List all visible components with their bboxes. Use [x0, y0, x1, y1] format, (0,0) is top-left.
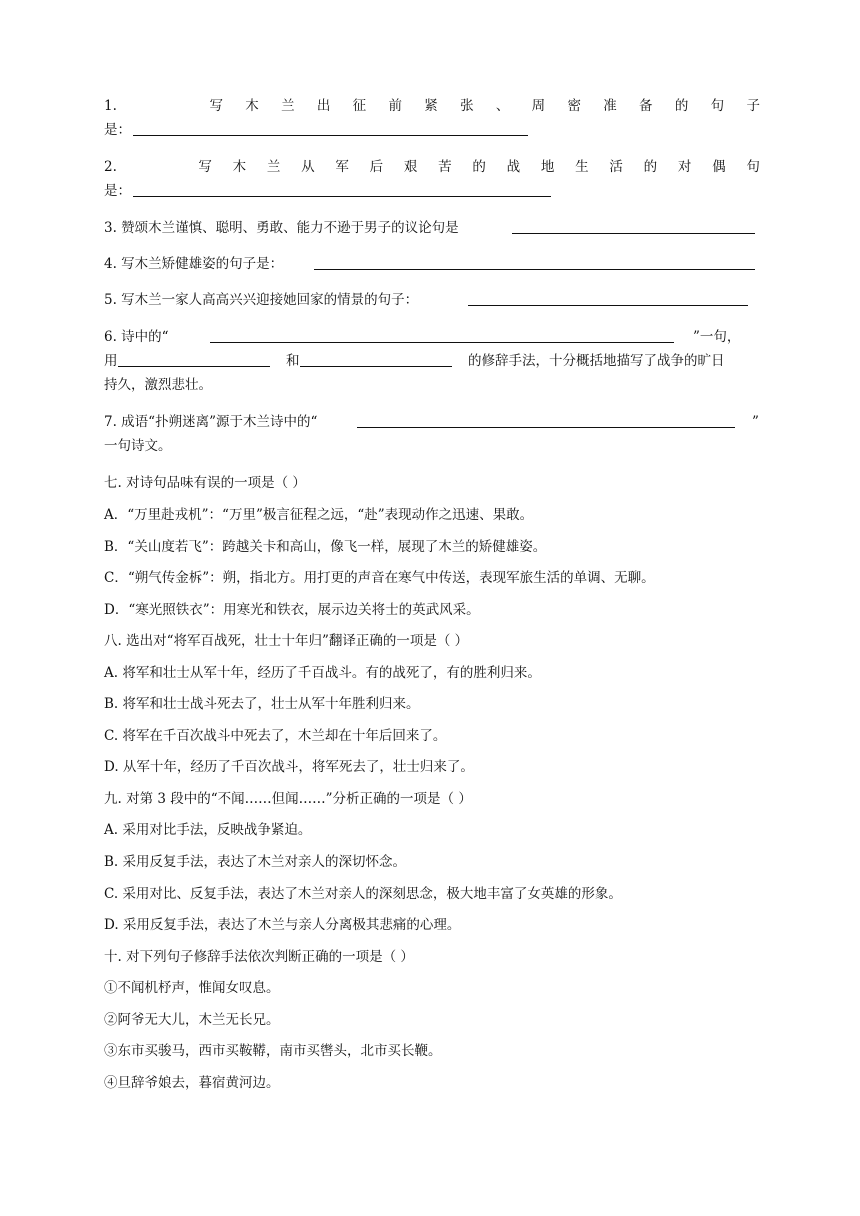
q1-line1	[104, 96, 760, 116]
q1-char: 句	[710, 98, 725, 114]
q2-line1	[104, 157, 760, 177]
q2-char: 木	[232, 159, 247, 175]
q4-answer-blank[interactable]	[314, 269, 755, 270]
q1-char: 、	[495, 98, 510, 114]
q1-char: 备	[639, 98, 653, 114]
q2-char: 活	[609, 159, 623, 175]
s7-option-d: D．“寒光照铁衣”：用寒光和铁衣，展示边关将士的英武风采。	[104, 602, 480, 618]
q2-char: 兰	[266, 159, 281, 175]
s10-title: 十. 对下列句子修辞手法依次判断正确的一项是（ ）	[104, 949, 414, 965]
q4-text: 4. 写木兰矫健雄姿的句子是：	[104, 256, 284, 272]
s9-option-c: C. 采用对比、反复手法，表达了木兰对亲人的深刻思念，极大地丰富了女英雄的形象。	[104, 886, 622, 902]
s10-item-2: ②阿爷无大儿，木兰无长兄。	[104, 1012, 280, 1028]
q3-answer-blank[interactable]	[512, 233, 755, 234]
q1-char: 张	[460, 98, 474, 114]
q5-text: 5. 写木兰一家人高高兴兴迎接她回家的情景的句子：	[104, 292, 419, 308]
q2-char: 的	[643, 159, 658, 175]
s8-option-b: B. 将军和壮士战斗死去了，壮士从军十年胜利归来。	[104, 696, 420, 712]
q2-char: 从	[301, 159, 315, 175]
q2-answer-blank[interactable]	[133, 196, 551, 197]
q1-char: 子	[746, 98, 760, 114]
q2-tail: 是：	[104, 183, 131, 199]
s9-title: 九. 对第 3 段中的“不闻……但闻……”分析正确的一项是（ ）	[104, 791, 472, 807]
s9-option-b: B. 采用反复手法，表达了木兰对亲人的深切怀念。	[104, 854, 407, 870]
q1-number: 1.	[104, 98, 117, 114]
q2-char: 生	[575, 159, 589, 175]
s9-option-a: A. 采用对比手法，反映战争紧迫。	[104, 822, 312, 838]
s10-item-1: ①不闻机杼声，惟闻女叹息。	[104, 980, 280, 996]
q1-char: 木	[245, 98, 259, 114]
q6-rhetoric-blank-2[interactable]	[300, 366, 452, 367]
s7-option-c: C．“朔气传金柝”：朔，指北方。用打更的声音在寒气中传送，表现军旅生活的单调、无聊。	[104, 570, 655, 586]
q7-answer-blank[interactable]	[357, 427, 735, 428]
q2-number: 2.	[104, 159, 117, 175]
s7-title: 七. 对诗句品味有误的一项是（ ）	[104, 475, 306, 491]
q7-end: ”	[752, 414, 759, 430]
q1-char: 征	[352, 98, 367, 114]
q1-tail: 是：	[104, 122, 131, 138]
q6-sentence-blank[interactable]	[210, 342, 674, 343]
q1-char: 前	[388, 98, 402, 114]
q2-char: 艰	[403, 159, 418, 175]
s8-option-a: A. 将军和壮士从军十年，经历了千百战斗。有的战死了，有的胜利归来。	[104, 665, 541, 681]
q1-answer-blank[interactable]	[133, 135, 528, 136]
q1-char: 准	[603, 98, 617, 114]
q2-char: 军	[335, 159, 349, 175]
q2-char: 的	[472, 159, 486, 175]
s8-title: 八. 选出对“将军百战死，壮士十年归”翻译正确的一项是（ ）	[104, 633, 469, 649]
s7-option-b: B．“关山度若飞”：跨越关卡和高山，像飞一样，展现了木兰的矫健雄姿。	[104, 539, 547, 555]
q2-char: 苦	[438, 159, 452, 175]
q1-char: 写	[209, 98, 223, 114]
q2-char: 写	[198, 159, 212, 175]
q3-text: 3. 赞颂木兰谨慎、聪明、勇敢、能力不逊于男子的议论句是	[104, 220, 459, 236]
q5-answer-blank[interactable]	[468, 305, 748, 306]
q2-char: 偶	[712, 159, 726, 175]
q1-char: 紧	[424, 98, 438, 114]
q1-char: 周	[531, 98, 546, 114]
q2-char: 地	[540, 159, 555, 175]
q6-line2-b: 和	[286, 353, 300, 369]
q6-line2-a: 用	[104, 353, 118, 369]
s10-item-3: ③东市买骏马，西市买鞍鞯，南市买辔头，北市买长鞭。	[104, 1043, 442, 1059]
q6-line2-c: 的修辞手法，十分概括地描写了战争的旷日	[468, 353, 725, 369]
q2-char: 对	[677, 159, 692, 175]
q1-char: 密	[567, 98, 581, 114]
q2-char: 后	[369, 159, 384, 175]
s9-option-d: D. 采用反复手法，表达了木兰与亲人分离极其悲痛的心理。	[104, 917, 461, 933]
q1-char: 兰	[281, 98, 295, 114]
s7-option-a: A．“万里赴戎机”：“万里”极言征程之远，“赴”表现动作之迅速、果敢。	[104, 507, 534, 523]
q7-line2: 一句诗文。	[104, 438, 172, 454]
s8-option-d: D. 从军十年，经历了千百次战斗，将军死去了，壮士归来了。	[104, 759, 474, 775]
q6-start: 6. 诗中的“	[104, 329, 169, 345]
q2-char: 战	[506, 159, 521, 175]
q1-char: 的	[674, 98, 689, 114]
q1-char: 出	[316, 98, 331, 114]
s8-option-c: C. 将军在千百次战斗中死去了，木兰却在十年后回来了。	[104, 728, 447, 744]
s10-item-4: ④旦辞爷娘去，暮宿黄河边。	[104, 1075, 280, 1091]
q6-end: ”一句，	[693, 329, 741, 345]
q2-char: 句	[746, 159, 760, 175]
q6-line3: 持久，激烈悲壮。	[104, 377, 212, 393]
q7-start: 7. 成语“扑朔迷离”源于木兰诗中的“	[104, 414, 318, 430]
q6-rhetoric-blank-1[interactable]	[118, 366, 270, 367]
